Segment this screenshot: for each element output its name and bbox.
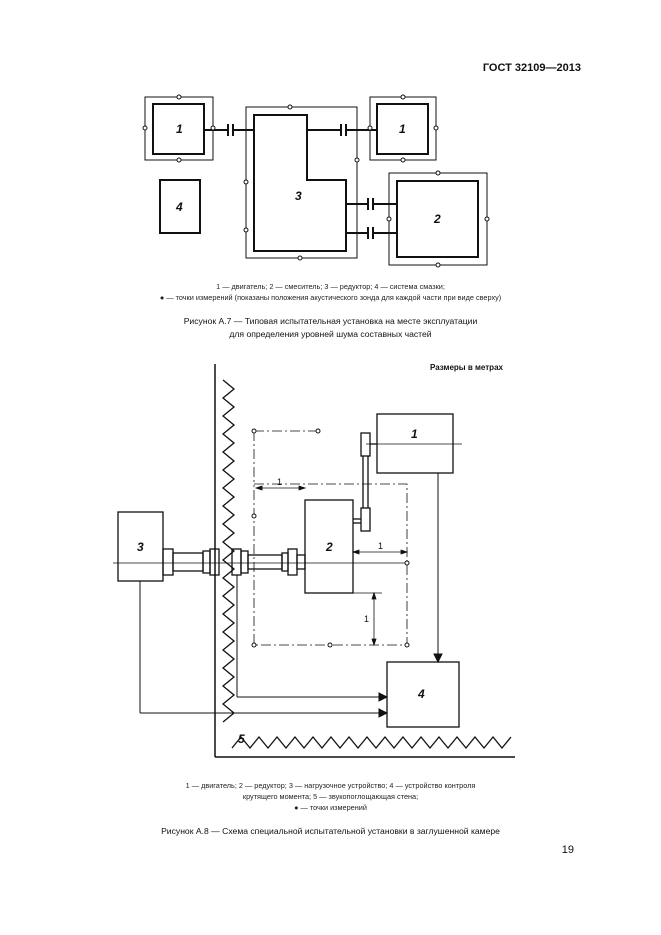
a8-measurement-points [252,429,409,647]
a7-caption-line-1: Рисунок А.7 — Типовая испытательная установка на месте эксплуатации [183,316,478,326]
a7-caption-line-2: для определения уровней шума составных частей [229,329,432,339]
a7-legend-line-2: ● — точки измерений (показаны положения акустического зонда для каждой части при виде сверху) [159,293,502,302]
a8-dimension-1: 1 [277,477,283,487]
a7-label-lubrication: 4 [176,200,183,214]
a7-legend-line-1: 1 — двигатель; 2 — смеситель; 3 — редуктор; 4 — система смазки; [216,282,445,291]
floor-sawtooth [232,737,511,748]
figure-a8-diagram [113,364,515,757]
figure-a7-diagram [143,95,489,267]
a8-legend-line-2: крутящего момента; 5 — звукопоглощающая стена; [242,792,419,801]
a7-shafts [204,124,397,239]
a8-label-gearbox: 2 [326,540,333,554]
document-id: ГОСТ 32109—2013 [482,62,581,74]
a8-caption: Рисунок А.8 — Схема специальной испытательной установки в заглушенной камере [161,826,500,836]
belt-pulley-top [361,433,370,456]
a8-label-load-device: 3 [137,540,144,554]
a8-label-torque-control: 4 [418,687,425,701]
a7-label-mixer: 2 [434,212,441,226]
gearbox-box [254,115,346,251]
a7-label-gearbox: 3 [295,189,302,203]
a7-label-motor-a: 1 [176,122,183,136]
a8-dimension-3: 1 [364,614,370,624]
a8-dimension-2: 1 [378,541,384,551]
a8-legend-line-3: ● — точки измерений [294,803,367,812]
page-number: 19 [561,844,574,856]
a8-dimension-lines [256,486,407,645]
a7-label-motor-b: 1 [399,122,406,136]
a8-couplings [163,549,305,575]
a8-label-motor: 1 [411,427,418,441]
a8-units-note: Размеры в метрах [430,363,503,372]
a8-legend-line-1: 1 — двигатель; 2 — редуктор; 3 — нагрузочное устройство; 4 — устройство контроля [185,781,476,790]
belt-pulley-bottom [361,508,370,531]
a8-label-wall: 5 [238,732,245,746]
measurement-contour [254,484,407,645]
a8-motor-box [377,414,453,473]
